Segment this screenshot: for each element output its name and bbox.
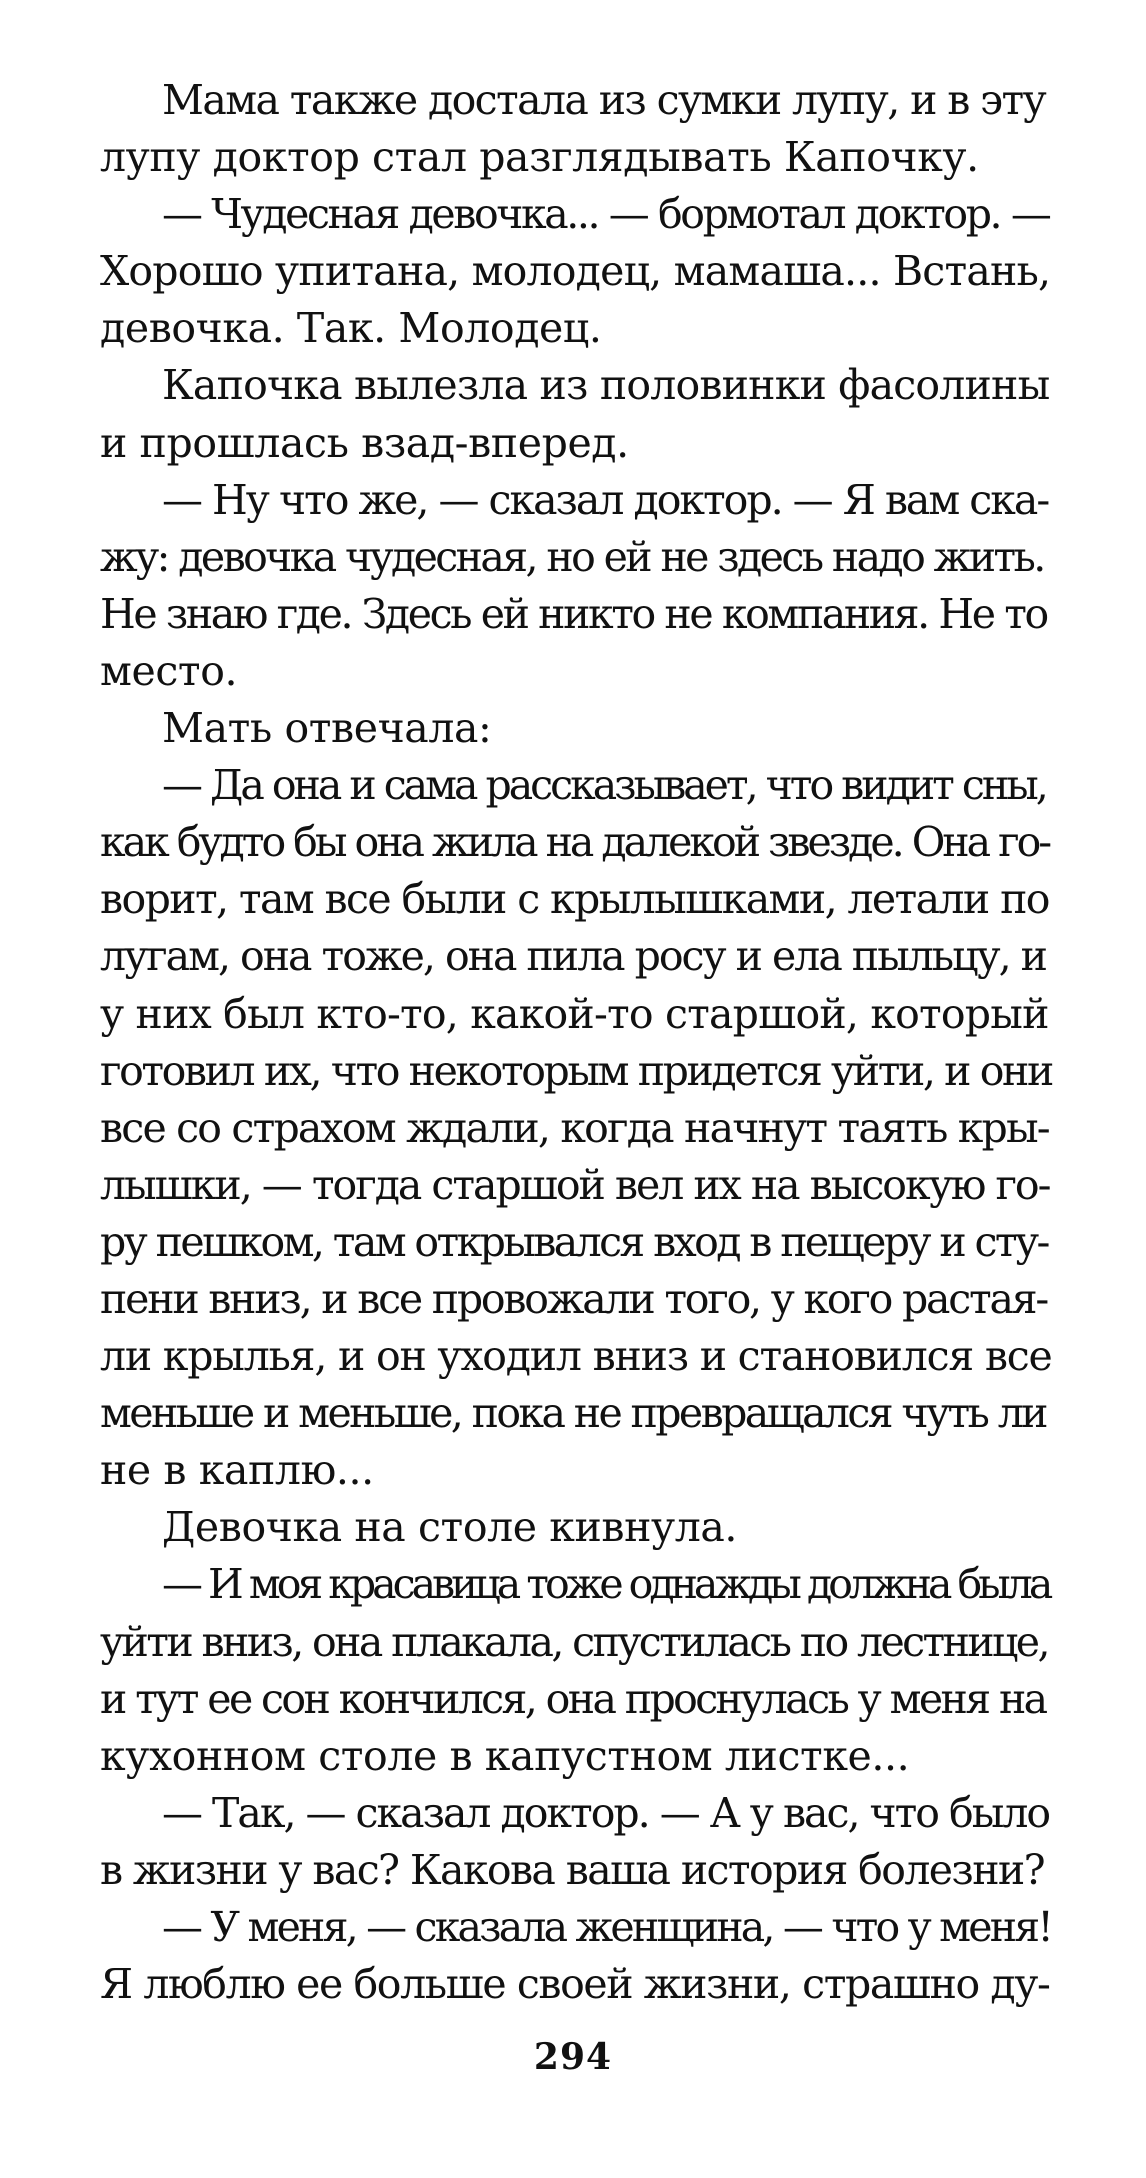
text-line: уйти вниз, она плакала, спустилась по лестнице, xyxy=(100,1617,1048,1666)
text-line: — У меня, — сказала женщина, — что у меня! xyxy=(162,1903,1052,1951)
text-line: девочка. Так. Молодец. xyxy=(100,304,602,353)
text-line: Я люблю ее больше своей жизни, страшно ду- xyxy=(100,1960,1050,2009)
text-line: и прошлась взад-вперед. xyxy=(100,418,629,467)
text-line: Не знаю где. Здесь ей никто не компания. Не то xyxy=(100,589,1047,638)
text-line: ли крылья, и он уходил вниз и становился все xyxy=(100,1332,1052,1381)
text-line: Мама также достала из сумки лупу, и в эту xyxy=(162,76,1046,124)
text-line: — Чудесная девочка... — бормотал доктор. — xyxy=(162,190,1050,239)
text-line: место. xyxy=(100,646,238,695)
text-line: Мать отвечала: xyxy=(162,704,492,753)
text-line: пени вниз, и все провожали того, у кого растая- xyxy=(100,1274,1048,1323)
text-line: Капочка вылезла из половинки фасолины xyxy=(162,361,1050,410)
page-number: 294 xyxy=(533,2036,613,2078)
text-line: кухонном столе в капустном листке... xyxy=(100,1731,910,1780)
text-line: — Да она и сама рассказывает, что видит сны, xyxy=(162,761,1046,810)
text-line: все со страхом ждали, когда начнут таять кры- xyxy=(100,1103,1049,1152)
text-line: — Ну что же, — сказал доктор. — Я вам ска- xyxy=(162,475,1049,524)
text-line: Хорошо упитана, молодец, мамаша... Встань, xyxy=(100,247,1051,296)
text-line: не в каплю... xyxy=(100,1446,374,1495)
text-line: жу: девочка чудесная, но ей не здесь надо жить. xyxy=(100,532,1044,581)
text-line: Девочка на столе кивнула. xyxy=(162,1503,738,1552)
text-line: лышки, — тогда старшой вел их на высокую го- xyxy=(100,1160,1050,1209)
text-line: — И моя красавица тоже однажды должна была xyxy=(162,1560,1050,1609)
text-line: у них был кто-то, какой-то старшой, который xyxy=(100,989,1049,1038)
text-line: ворит, там все были с крылышками, летали по xyxy=(100,875,1049,924)
text-line: в жизни у вас? Какова ваша история болезни? xyxy=(100,1845,1045,1894)
text-line: меньше и меньше, пока не превращался чуть ли xyxy=(100,1389,1046,1438)
text-line: готовил их, что некоторым придется уйти, и они xyxy=(100,1046,1052,1095)
text-line: ру пешком, там открывался вход в пещеру и сту- xyxy=(100,1217,1048,1266)
text-line: — Так, — сказал доктор. — А у вас, что было xyxy=(162,1788,1050,1837)
page-body xyxy=(100,72,1052,2013)
text-line: лугам, она тоже, она пила росу и ела пыльцу, и xyxy=(100,932,1047,981)
text-line: лупу доктор стал разглядывать Капочку. xyxy=(100,133,979,182)
text-line: и тут ее сон кончился, она проснулась у меня на xyxy=(100,1674,1046,1723)
text-line: как будто бы она жила на далекой звезде. Она го- xyxy=(100,818,1050,867)
